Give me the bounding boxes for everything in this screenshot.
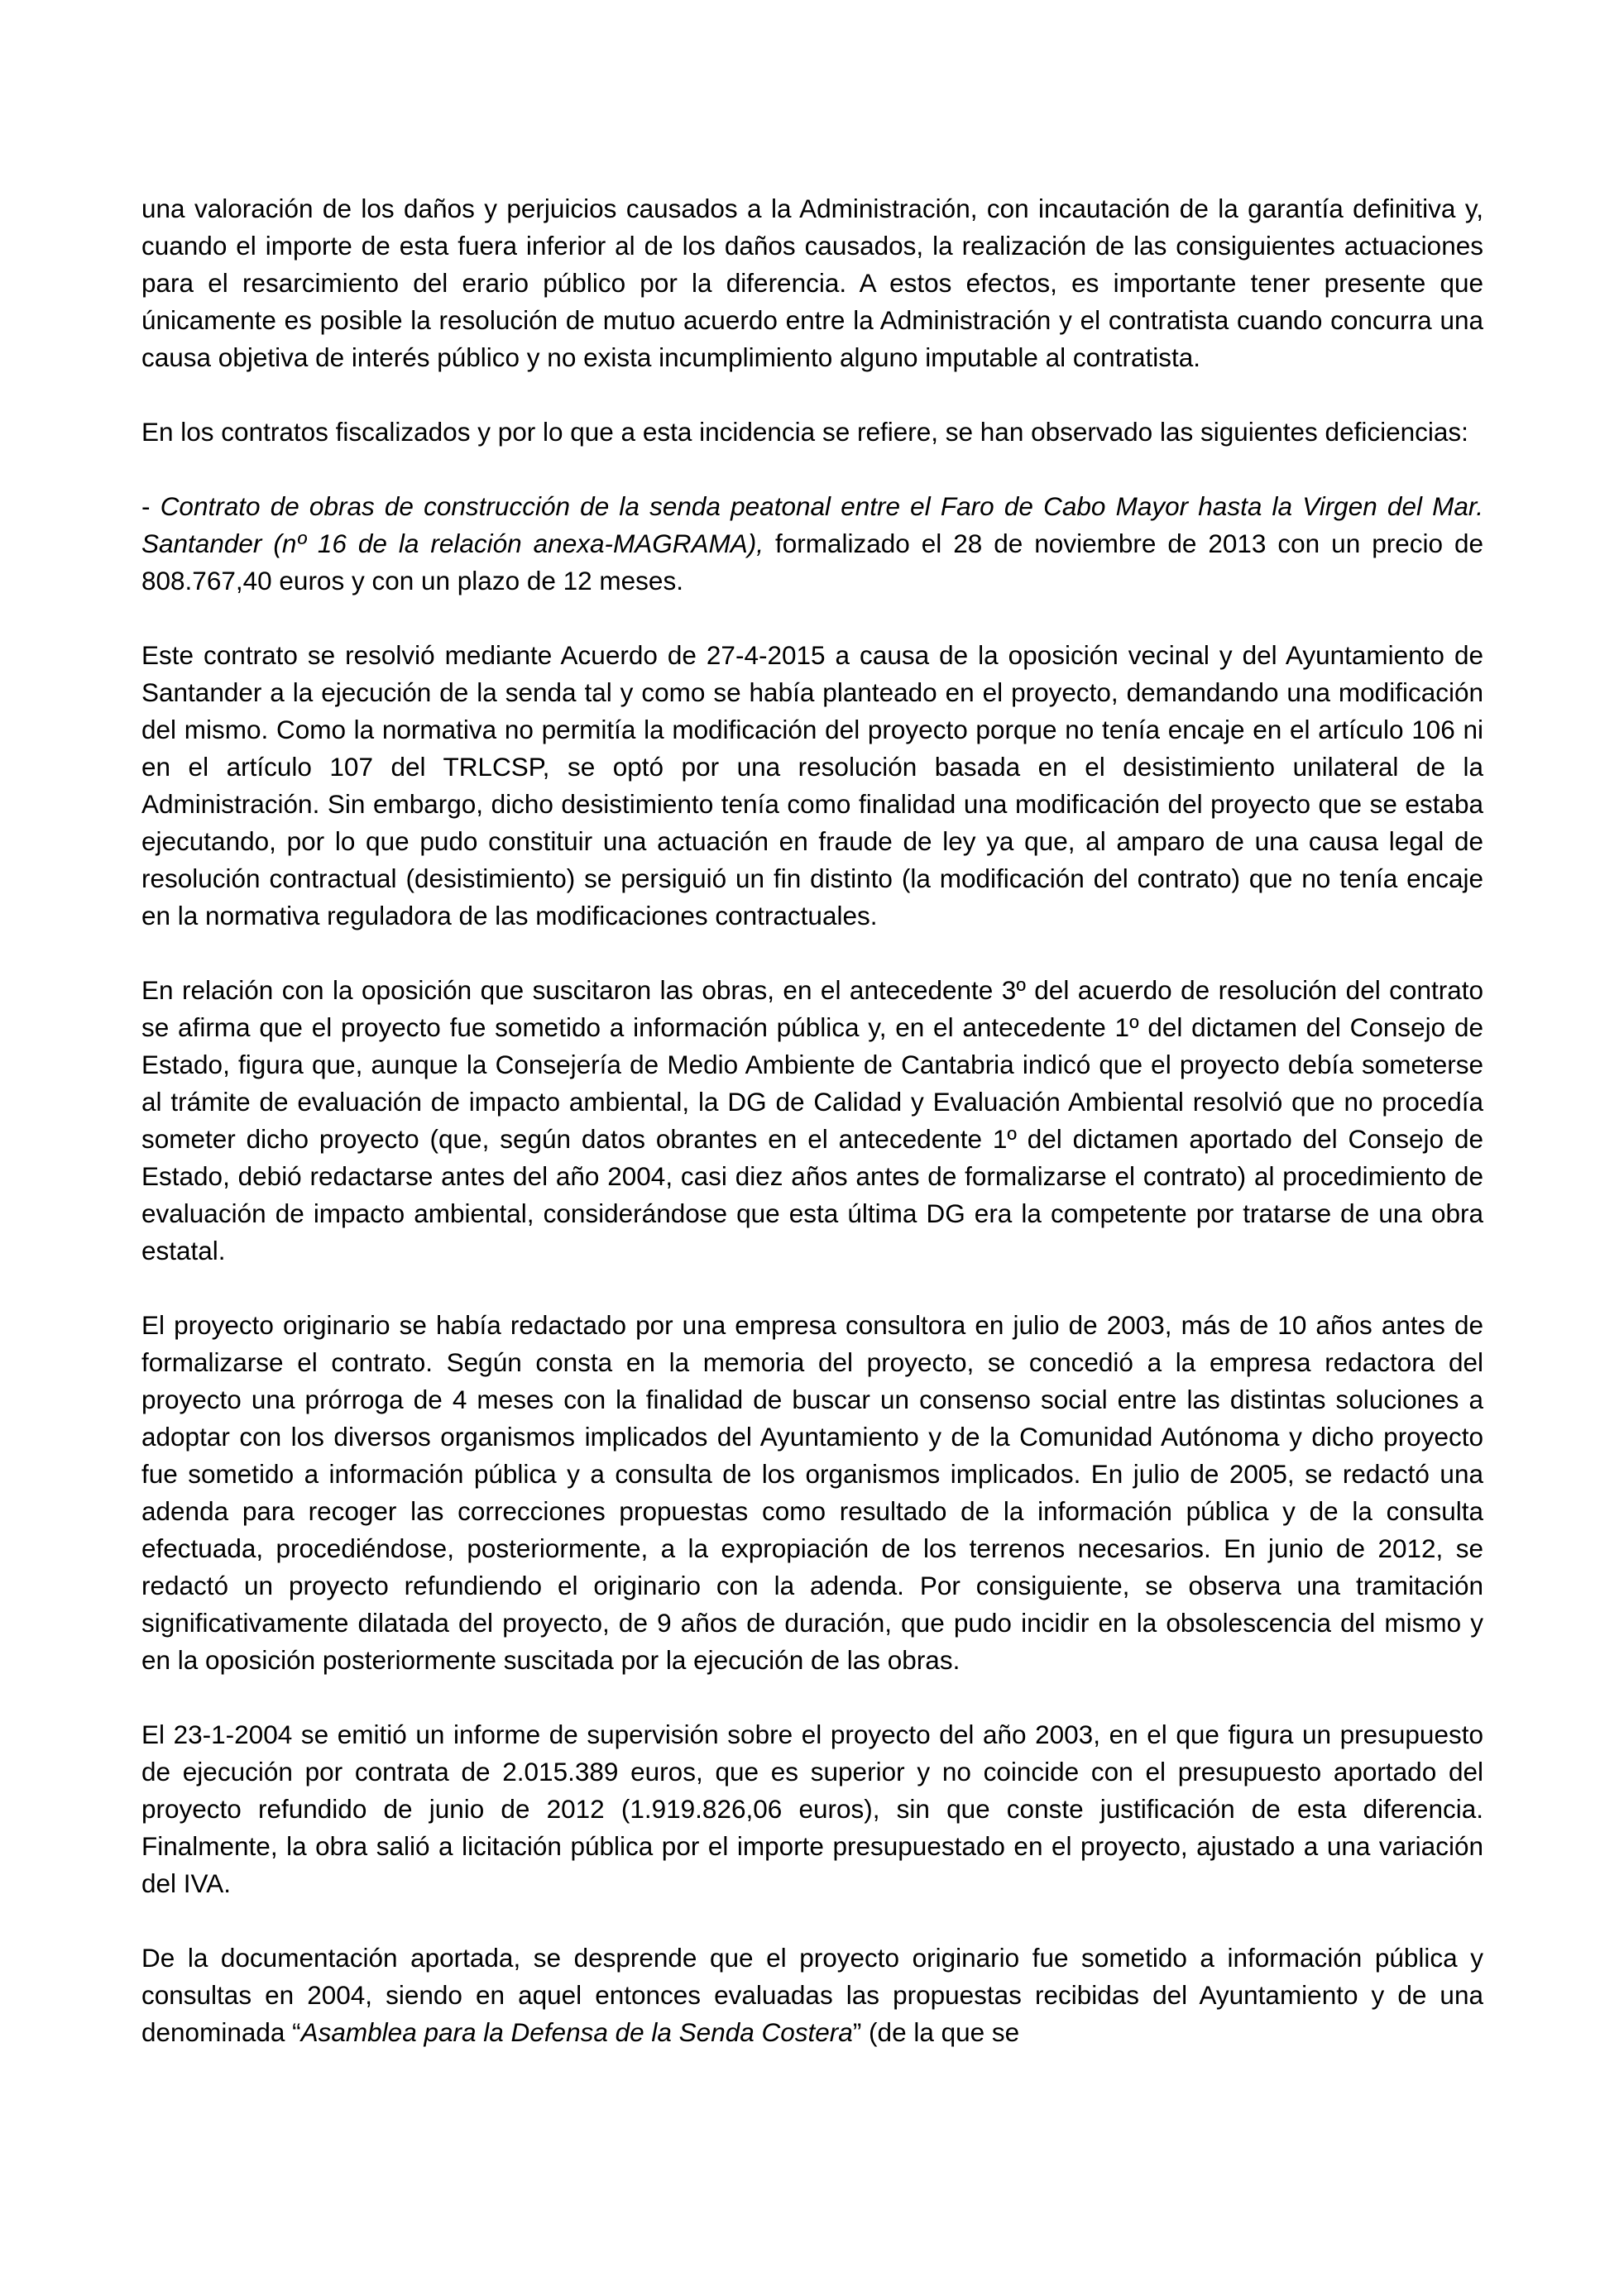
paragraph-text: El proyecto originario se había redactado por una empresa consultora en julio de 2003, más de 10 años antes de formalizarse el contrato. Según consta en la memoria del proyecto, se concedió a la empresa redactora del proyecto una prórroga de 4 meses con la finalidad de buscar un consenso social entre las distintas soluciones a adoptar con los diversos organismos implicados del Ayuntamiento y de la Comunidad Autónoma y dicho proyecto fue sometido a información pública y a consulta de los organismos implicados. En julio de 2005, se redactó una adenda para recoger las correcciones propuestas como resultado de la información pública y de la consulta efectuada, procediéndose, posteriormente, a la expropiación de los terrenos necesarios. En junio de 2012, se redactó un proyecto refundiendo el originario con la adenda. Por consiguiente, se observa una tramitación significativamente dilatada del proyecto, de 9 años de duración, que pudo incidir en la obsolescencia del mismo y en la oposición posteriormente suscitada por la ejecución de las obras. [141, 1310, 1483, 1675]
paragraph-text: El 23-1-2004 se emitió un informe de supervisión sobre el proyecto del año 2003, en el que figura un presupuesto de ejecución por contrata de 2.015.389 euros, que es superior y no coincide con el presupuesto aportado del proyecto refundido de junio de 2012 (1.919.826,06 euros), sin que conste justificación de esta diferencia. Finalmente, la obra salió a licitación pública por el importe presupuestado en el proyecto, ajustado a una variación del IVA. [141, 1720, 1483, 1898]
paragraph-text: una valoración de los daños y perjuicios causados a la Administración, con incautación de la garantía definitiva y, cuando el importe de esta fuera inferior al de los daños causados, la realización de las consiguientes actuaciones para el resarcimiento del erario público por la diferencia. A estos efectos, es importante tener presente que únicamente es posible la resolución de mutuo acuerdo entre la Administración y el contratista cuando concurra una causa objetiva de interés público y no exista incumplimiento alguno imputable al contratista. [141, 194, 1483, 372]
document-page [141, 190, 1483, 2051]
paragraph-text: De la documentación aportada, se desprende que el proyecto originario fue sometido a información pública y consultas en 2004, siendo en aquel entonces evaluadas las propuestas recibidas del Ayuntamiento y de una denominada “ [141, 1943, 1483, 2047]
paragraph-1 [141, 190, 1483, 376]
paragraph-text: En los contratos fiscalizados y por lo que a esta incidencia se refiere, se han observado las siguientes deficiencias: [141, 417, 1468, 447]
contract-title: Contrato de obras de construcción de la senda peatonal entre el Faro de Cabo Mayor hasta la Virgen del Mar. Santander (nº 16 de la relación anexa-MAGRAMA), [141, 491, 1483, 558]
paragraph-4 [141, 637, 1483, 935]
paragraph-7 [141, 1716, 1483, 1902]
paragraph-6 [141, 1307, 1483, 1679]
organization-name: Asamblea para la Defensa de la Senda Costera [300, 2017, 853, 2047]
paragraph-8 [141, 1940, 1483, 2051]
paragraph-text: En relación con la oposición que suscitaron las obras, en el antecedente 3º del acuerdo de resolución del contrato se afirma que el proyecto fue sometido a información pública y, en el antecedente 1º del dictamen del Consejo de Estado, figura que, aunque la Consejería de Medio Ambiente de Cantabria indicó que el proyecto debía someterse al trámite de evaluación de impacto ambiental, la DG de Calidad y Evaluación Ambiental resolvió que no procedía someter dicho proyecto (que, según datos obrantes en el antecedente 1º del dictamen aportado del Consejo de Estado, debió redactarse antes del año 2004, casi diez años antes de formalizarse el contrato) al procedimiento de evaluación de impacto ambiental, considerándose que esta última DG era la competente por tratarse de una obra estatal. [141, 975, 1483, 1265]
paragraph-5 [141, 972, 1483, 1270]
paragraph-2 [141, 414, 1483, 451]
paragraph-3 [141, 488, 1483, 600]
paragraph-text: formalizado el 28 de noviembre de 2013 con un precio de 808.767,40 euros y con un plazo de 12 meses. [141, 529, 1484, 596]
paragraph-text: Este contrato se resolvió mediante Acuerdo de 27-4-2015 a causa de la oposición vecinal y del Ayuntamiento de Santander a la ejecución de la senda tal y como se había planteado en el proyecto, demandando una modificación del mismo. Como la normativa no permitía la modificación del proyecto porque no tenía encaje en el artículo 106 ni en el artículo 107 del TRLCSP, se optó por una resolución basada en el desistimiento unilateral de la Administración. Sin embargo, dicho desistimiento tenía como finalidad una modificación del proyecto que se estaba ejecutando, por lo que pudo constituir una actuación en fraude de ley ya que, al amparo de una causa legal de resolución contractual (desistimiento) se persiguió un fin distinto (la modificación del contrato) que no tenía encaje en la normativa reguladora de las modificaciones contractuales. [141, 640, 1483, 930]
paragraph-text: ” (de la que se [852, 2017, 1020, 2047]
list-dash: - [141, 491, 160, 521]
